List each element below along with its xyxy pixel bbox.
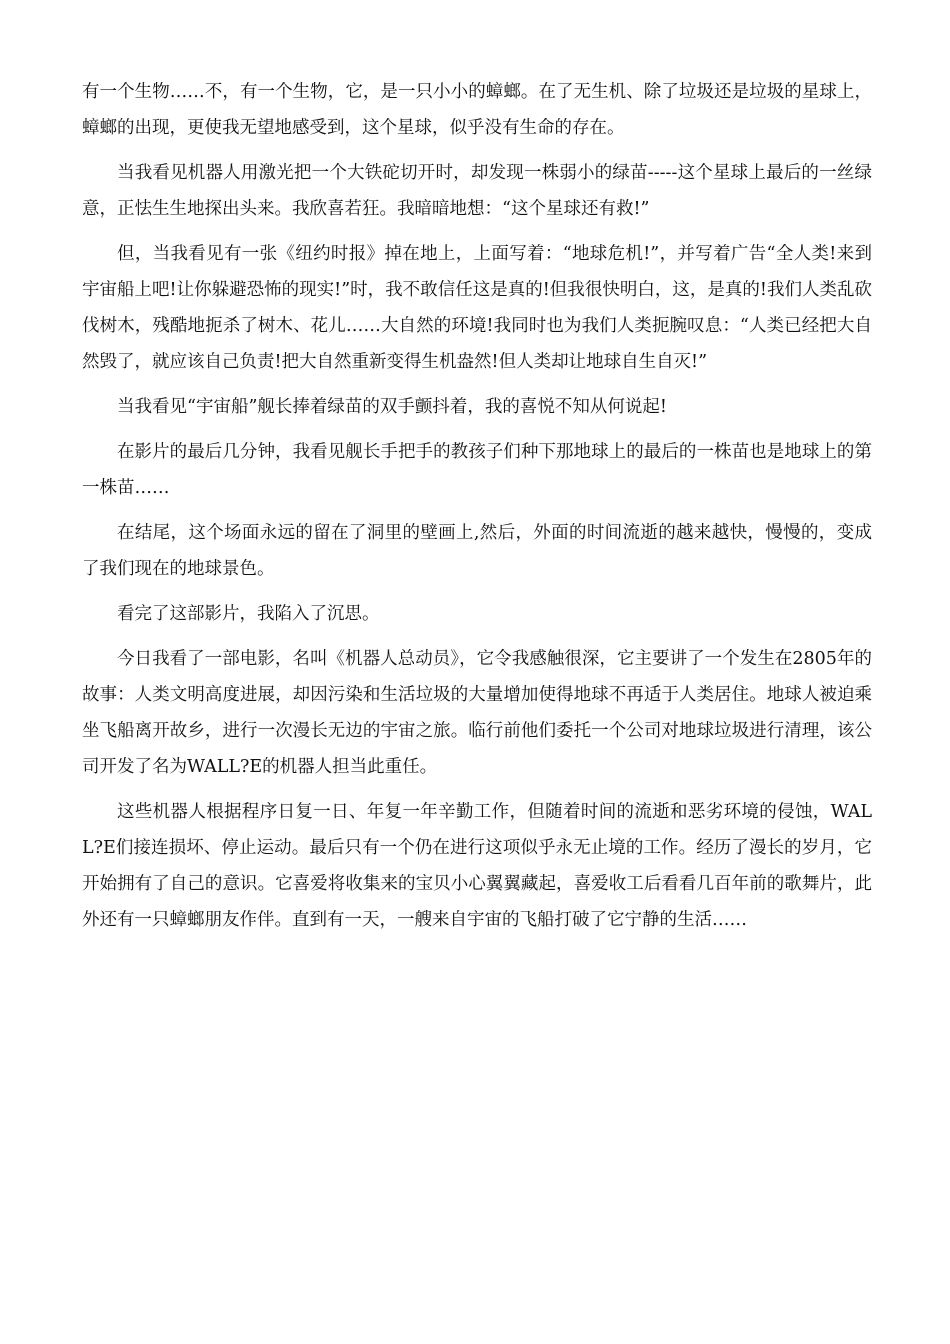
paragraph-1: 有一个生物……不，有一个生物，它，是一只小小的蟑螂。在了无生机、除了垃圾还是垃圾的星球上，蟑螂的出现，更使我无望地感受到，这个星球，似乎没有生命的存在。 (82, 82, 872, 138)
paragraph-5: 在影片的最后几分钟，我看见舰长手把手的教孩子们种下那地球上的最后的一株苗也是地球上的第一株苗…… (82, 442, 872, 498)
paragraph-9: 这些机器人根据程序日复一日、年复一年辛勤工作，但随着时间的流逝和恶劣环境的侵蚀，WALL?E们接连损坏、停止运动。最后只有一个仍在进行这项似乎永无止境的工作。经历了漫长的岁月，它开始拥有了自己的意识。它喜爱将收集来的宝贝小心翼翼藏起，喜爱收工后看看几百年前的歌舞片，此外还有一只蟑螂朋友作伴。直到有一天，一艘来自宇宙的飞船打破了它宁静的生活…… (82, 802, 872, 930)
paragraph-4: 当我看见“宇宙船”舰长捧着绿苗的双手颤抖着，我的喜悦不知从何说起! (117, 397, 667, 417)
paragraph-3: 但，当我看见有一张《纽约时报》掉在地上，上面写着：“地球危机!”，并写着广告“全人类!来到宇宙船上吧!让你躲避恐怖的现实!”时，我不敢信任这是真的!但我很快明白，这，是真的!我们人类乱砍伐树木，残酷地扼杀了树木、花儿……大自然的环境!我同时也为我们人类扼腕叹息：“人类已经把大自然毁了，就应该自己负责!把大自然重新变得生机盎然!但人类却让地球自生自灭!” (82, 244, 872, 372)
document-body (82, 74, 872, 947)
paragraph-2: 当我看见机器人用激光把一个大铁砣切开时，却发现一株弱小的绿苗-----这个星球上最后的一丝绿意，正怯生生地探出头来。我欣喜若狂。我暗暗地想：“这个星球还有救!” (82, 163, 872, 219)
paragraph-6: 在结尾，这个场面永远的留在了洞里的壁画上,然后，外面的时间流逝的越来越快，慢慢的，变成了我们现在的地球景色。 (82, 523, 872, 579)
paragraph-7: 看完了这部影片，我陷入了沉思。 (117, 604, 380, 624)
paragraph-8: 今日我看了一部电影，名叫《机器人总动员》，它令我感触很深，它主要讲了一个发生在2805年的故事：人类文明高度进展，却因污染和生活垃圾的大量增加使得地球不再适于人类居住。地球人被迫乘坐飞船离开故乡，进行一次漫长无边的宇宙之旅。临行前他们委托一个公司对地球垃圾进行清理，该公司开发了名为WALL?E的机器人担当此重任。 (82, 649, 872, 777)
